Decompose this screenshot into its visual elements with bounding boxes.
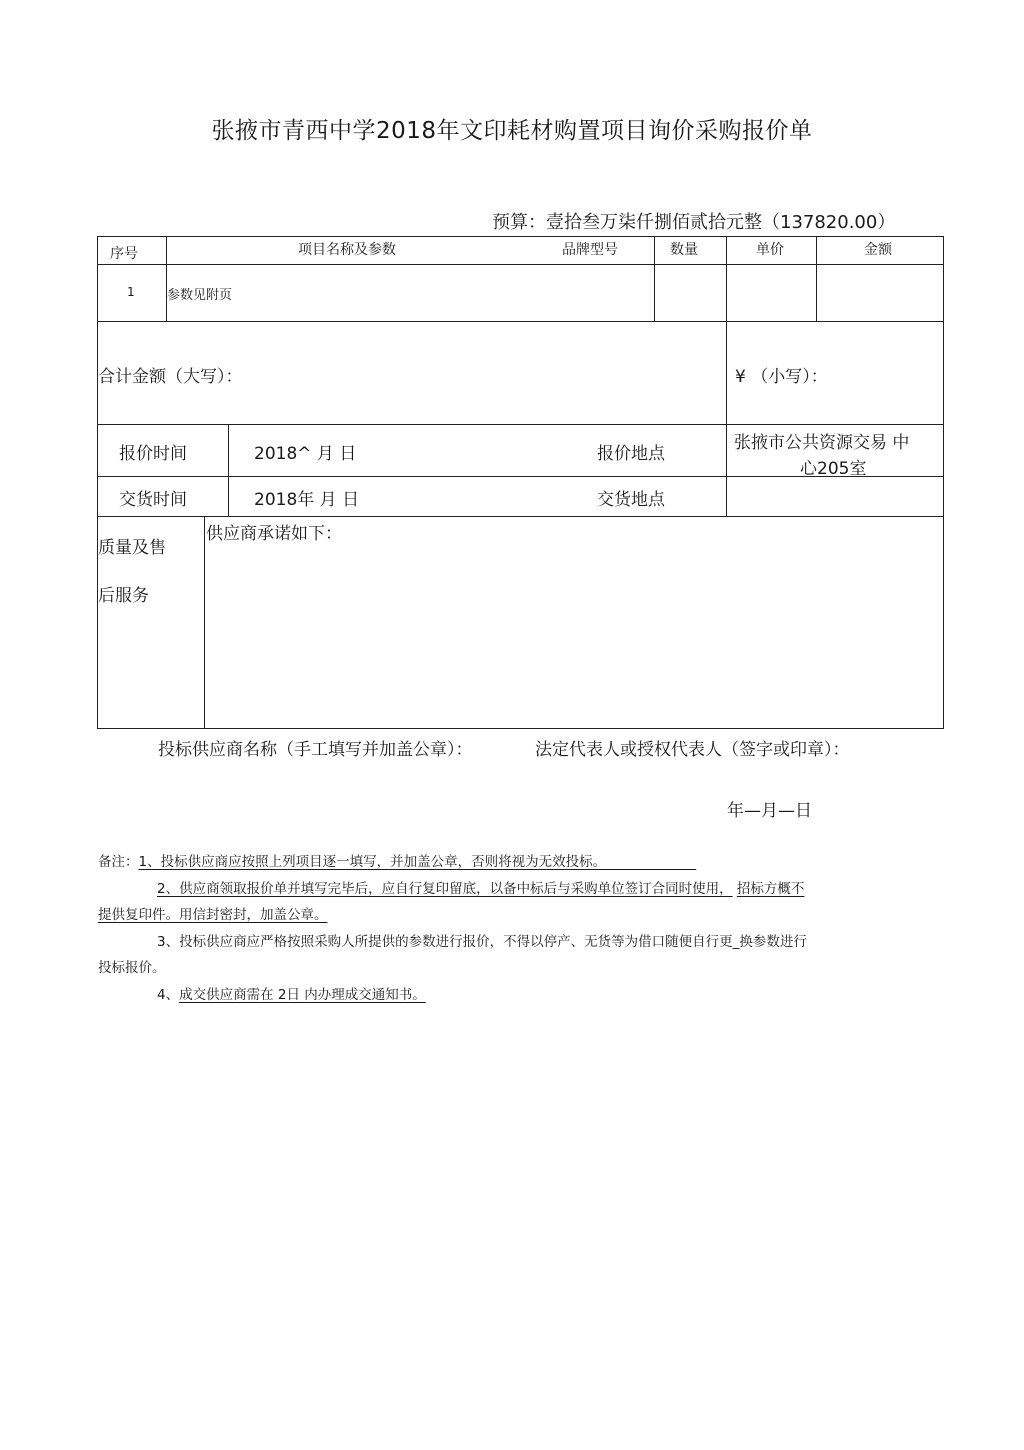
notes-label: 备注： [98,854,139,870]
delivery-time-label: 交货时间 [119,490,187,510]
quote-place-value-line1: 张掖市公共资源交易 中 [734,433,910,453]
note-2a: 2、供应商领取报价单并填写完毕后，应自行复印留底，以备中标后与采购单位签订合同时使用， [157,881,733,897]
header-item: 项目名称及参数 [298,242,396,258]
header-brand: 品牌型号 [562,242,618,258]
header-qty: 数量 [670,242,698,258]
delivery-place-label: 交货地点 [597,490,665,510]
supplier-promise: 供应商承诺如下： [206,524,342,544]
supplier-name-label: 投标供应商名称（手工填写并加盖公章）： [158,740,473,760]
signature-date: 年—月—日 [727,801,812,821]
header-unit-price: 单价 [756,242,784,258]
row-seq: 1 [127,285,135,299]
quote-place-value-line2: 心205室 [800,459,867,479]
notes-line-2a [157,876,804,903]
row-item: 参数见附页 [167,288,233,303]
total-lower-label: ¥ （小写）： [735,367,828,387]
delivery-time-value: 2018年 月 日 [254,490,360,510]
document-title: 张掖市青西中学2018年文印耗材购置项目询价采购报价单 [211,118,813,144]
note-4: 成交供应商需在 2日 内办理成交通知书。 [179,987,426,1003]
note-3b: 投标报价。 [98,960,166,976]
note-2c: 提供复印件。用信封密封，加盖公章。 [98,907,328,923]
quote-time-label: 报价时间 [119,444,187,464]
note-1: 1、投标供应商应按照上列项目逐一填写，并加盖公章，否则将视为无效投标。 [138,854,607,870]
quote-time-value: 2018^ 月 日 [254,444,357,464]
legal-rep-label: 法定代表人或授权代表人（签字或印章）： [535,740,850,760]
budget-line: 预算：壹拾叁万柒仟捌佰贰拾元整（137820.00） [492,212,896,233]
quote-place-label: 报价地点 [597,444,665,464]
quality-label-line1: 质量及售 [98,538,166,558]
header-amount: 金额 [864,242,892,258]
notes-line-1 [98,849,696,876]
note-1-blank [606,854,696,870]
quality-label-line2: 后服务 [98,586,149,606]
note-3a: 3、投标供应商应严格按照采购人所提供的参数进行报价，不得以停产、无货等为借口随便自行更_换参数进行 [157,934,807,950]
total-upper-label: 合计金额（大写）： [98,367,243,387]
notes-line-4 [157,982,426,1009]
note-4-prefix: 4、 [157,987,180,1003]
header-seq: 序号 [110,246,138,262]
note-2b: 招标方概不 [736,881,805,897]
